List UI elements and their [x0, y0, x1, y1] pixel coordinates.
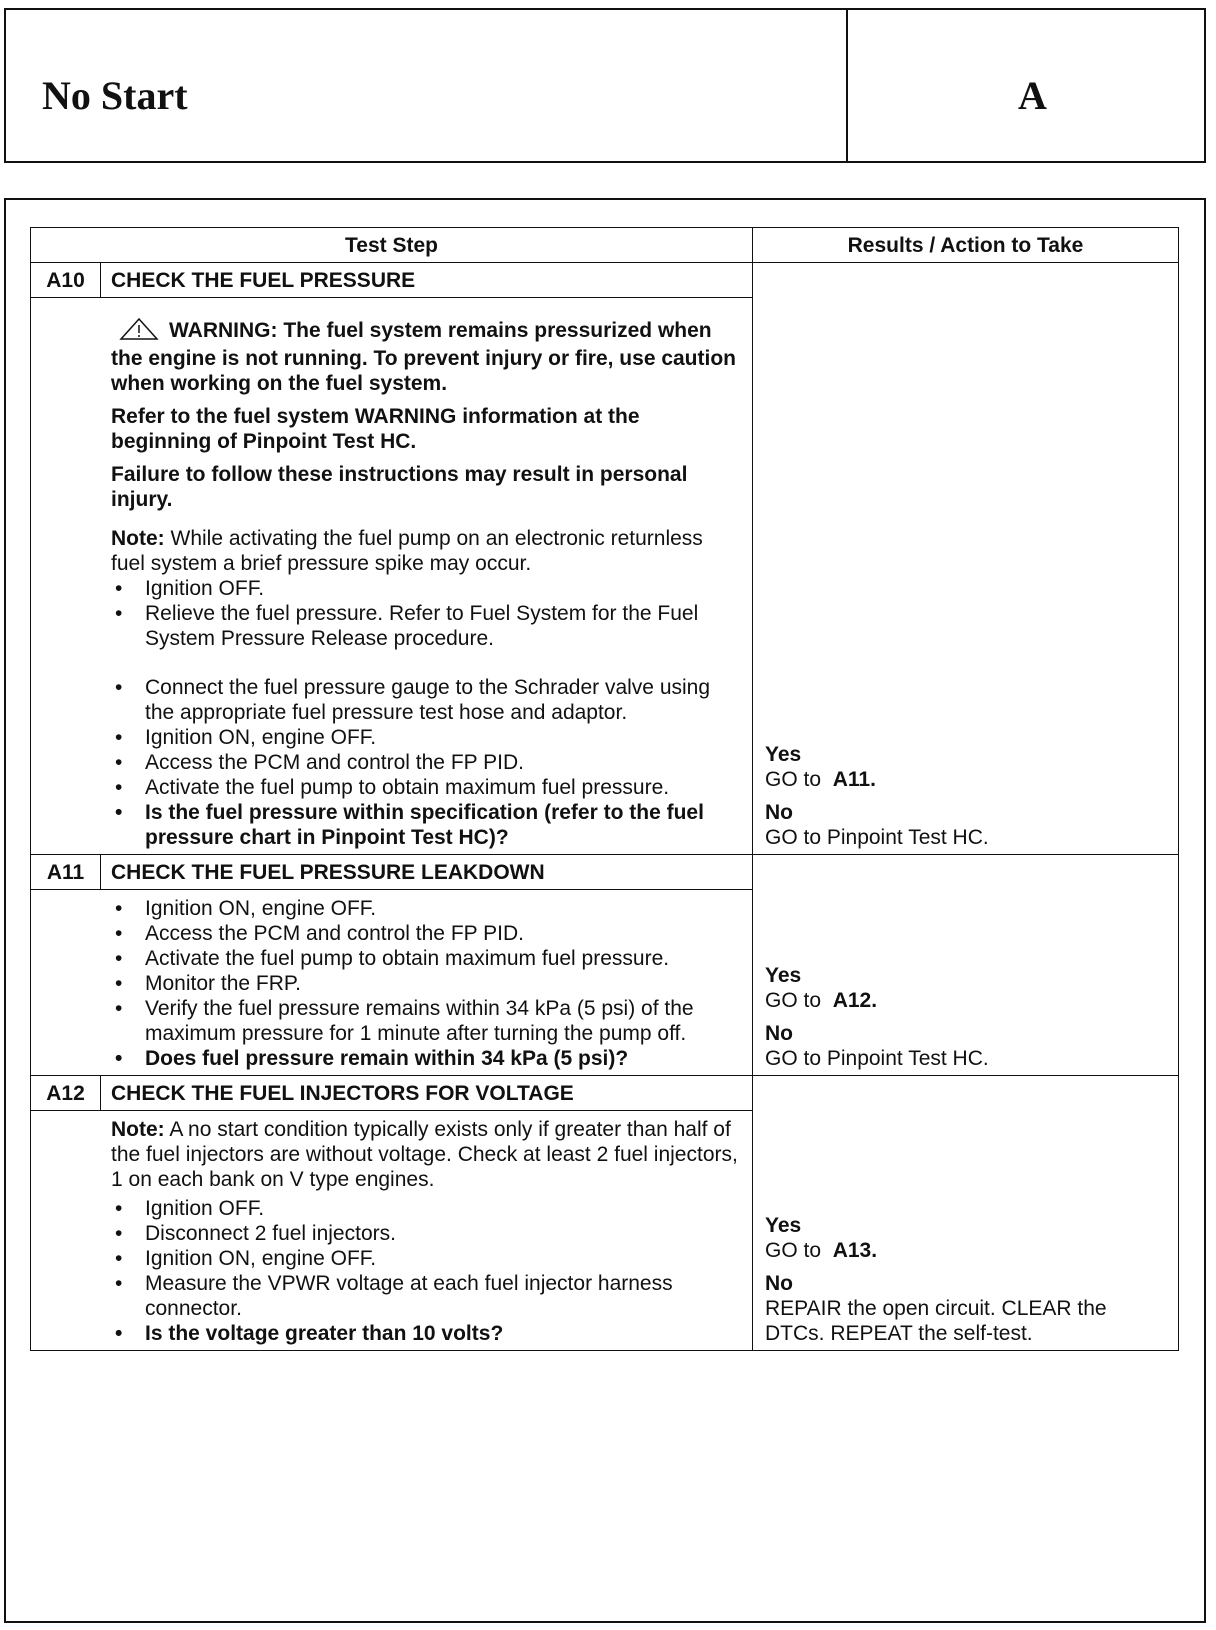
note: Note: While activating the fuel pump on an electronic returnless fuel system a brief pressure spike may occur. [111, 527, 703, 575]
list-item: • Activate the fuel pump to obtain maximum fuel pressure. [111, 946, 742, 971]
instruction-list [111, 896, 742, 1071]
step-id: A12 [31, 1076, 101, 1111]
step-id: A10 [31, 263, 101, 298]
column-header-test-step: Test Step [31, 228, 753, 263]
list-item: • Ignition ON, engine OFF. [111, 1246, 742, 1271]
result-yes-action: GO to [765, 989, 822, 1012]
step-question: • Does fuel pressure remain within 34 kPa (5 psi)? [111, 1046, 742, 1071]
section-code: A [1018, 73, 1047, 118]
list-item: • Connect the fuel pressure gauge to the Schrader valve using the appropriate fuel pressure test hose and adaptor. [111, 675, 742, 725]
page-title: No Start [42, 73, 188, 118]
result-yes-label: Yes [765, 964, 802, 987]
warning-triangle-icon [119, 318, 159, 346]
header-divider [846, 10, 848, 161]
result-no-label: No [765, 801, 793, 824]
result-yes-target: A11. [832, 768, 876, 791]
warning-reference: Refer to the fuel system WARNING information at the beginning of Pinpoint Test HC. [111, 405, 640, 453]
list-item: • Activate the fuel pump to obtain maximum fuel pressure. [111, 775, 742, 800]
result-yes-label: Yes [765, 743, 802, 766]
list-item: • Ignition ON, engine OFF. [111, 725, 742, 750]
result-yes-target: A13. [832, 1239, 878, 1262]
list-item: • Ignition OFF. [111, 576, 742, 601]
column-header-results: Results / Action to Take [753, 228, 1179, 263]
note: Note: A no start condition typically exists only if greater than half of the fuel injectors are without voltage. Check at least 2 fuel injectors, 1 on each bank on V type engines. [111, 1118, 738, 1191]
result-yes-action: GO to [765, 768, 822, 791]
step-title: CHECK THE FUEL PRESSURE [101, 263, 753, 298]
list-item: • Access the PCM and control the FP PID. [111, 921, 742, 946]
page-header [4, 8, 1206, 163]
step-title: CHECK THE FUEL PRESSURE LEAKDOWN [101, 855, 753, 890]
result-yes-label: Yes [765, 1214, 802, 1237]
step-question: • Is the fuel pressure within specification (refer to the fuel pressure chart in Pinpoint Test HC)? [111, 800, 742, 850]
result-no-action: GO to Pinpoint Test HC. [765, 826, 989, 849]
step-body [31, 1111, 753, 1351]
list-item: • Measure the VPWR voltage at each fuel injector harness connector. [111, 1271, 742, 1321]
result-yes-action: GO to [765, 1239, 822, 1262]
list-item: • Verify the fuel pressure remains within 34 kPa (5 psi) of the maximum pressure for 1 minute after turning the pump off. [111, 996, 742, 1046]
result-no-label: No [765, 1022, 793, 1045]
step-results [753, 855, 1179, 1076]
step-results [753, 1076, 1179, 1351]
step-body [31, 298, 753, 855]
step-question: • Is the voltage greater than 10 volts? [111, 1321, 742, 1346]
step-results [753, 263, 1179, 855]
step-header-row [31, 263, 1179, 298]
list-item: • Ignition ON, engine OFF. [111, 896, 742, 921]
step-header-row [31, 1076, 1179, 1111]
list-item: • Ignition OFF. [111, 1196, 742, 1221]
table-header-row [31, 228, 1179, 263]
list-item: • Relieve the fuel pressure. Refer to Fuel System for the Fuel System Pressure Release procedure. [111, 601, 742, 651]
warning-failure: Failure to follow these instructions may result in personal injury. [111, 463, 688, 511]
result-no-label: No [765, 1272, 793, 1295]
warning-block [111, 318, 742, 396]
step-body [31, 890, 753, 1076]
list-item: • Disconnect 2 fuel injectors. [111, 1221, 742, 1246]
warning-text: WARNING: The fuel system remains pressurized when the engine is not running. To prevent injury or fire, use caution when working on the fuel system. [111, 319, 736, 395]
instruction-list [111, 1196, 742, 1346]
list-item: • Access the PCM and control the FP PID. [111, 750, 742, 775]
list-item: • Monitor the FRP. [111, 971, 742, 996]
result-yes-target: A12. [832, 989, 878, 1012]
pinpoint-test-table [30, 227, 1179, 1351]
step-title: CHECK THE FUEL INJECTORS FOR VOLTAGE [101, 1076, 753, 1111]
result-no-action: GO to Pinpoint Test HC. [765, 1047, 989, 1070]
instruction-list [111, 576, 742, 850]
result-no-action: REPAIR the open circuit. CLEAR the DTCs. REPEAT the self-test. [765, 1297, 1107, 1345]
step-id: A11 [31, 855, 101, 890]
step-header-row [31, 855, 1179, 890]
